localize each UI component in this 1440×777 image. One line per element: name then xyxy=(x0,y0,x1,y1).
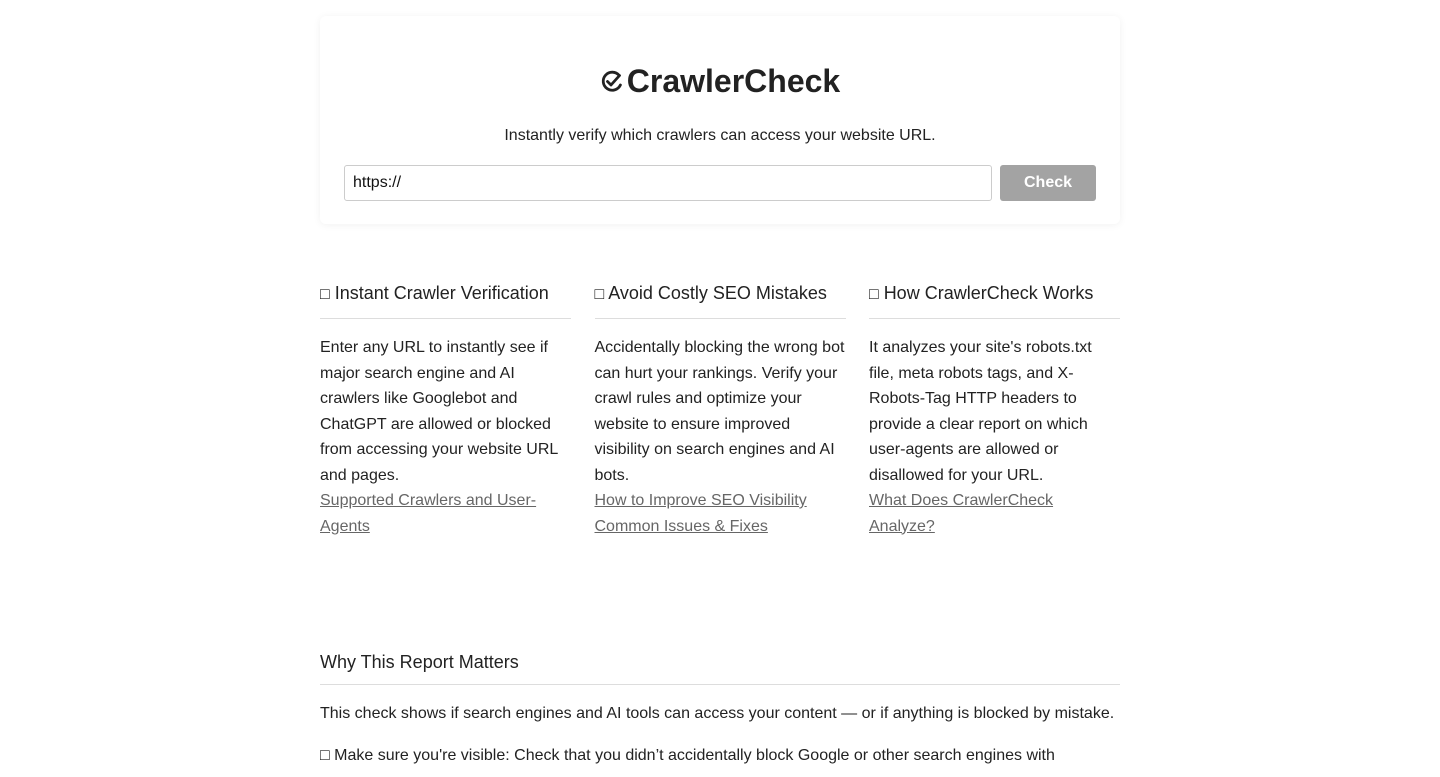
why-section xyxy=(320,650,1120,768)
feature-instant-verification xyxy=(320,281,571,539)
why-intro: This check shows if search engines and AI tools can access your content — or if anything is blocked by mistake. xyxy=(320,705,1115,722)
url-input[interactable] xyxy=(344,165,992,201)
supported-crawlers-link[interactable]: Supported Crawlers and User-Agents xyxy=(320,492,537,535)
feature-title: □ Instant Crawler Verification xyxy=(320,281,571,319)
check-circle-icon xyxy=(600,69,624,93)
features-section xyxy=(320,281,1120,539)
square-icon: □ xyxy=(594,286,605,303)
page-container xyxy=(320,16,1120,764)
feature-avoid-seo-mistakes xyxy=(595,281,846,539)
check-button[interactable]: Check xyxy=(1000,165,1096,201)
why-point: □ Make sure you're visible: Check that you didn’t accidentally block Google or other search engines with xyxy=(320,747,1055,764)
feature-text: Accidentally blocking the wrong bot can hurt your rankings. Verify your crawl rules and optimize your website to ensure improved visibility on search engines and AI bots. xyxy=(594,339,845,484)
why-title: Why This Report Matters xyxy=(320,650,1120,685)
brand-name: CrawlerCheck xyxy=(626,63,841,99)
checker-card xyxy=(320,16,1120,224)
feature-how-it-works xyxy=(869,281,1120,539)
square-icon: □ xyxy=(320,747,330,764)
square-icon: □ xyxy=(320,286,330,303)
feature-text: Enter any URL to instantly see if major search engine and AI crawlers like Googlebot and ChatGPT are allowed or blocked from accessing your website URL and pages. xyxy=(320,339,558,484)
feature-text: It analyzes your site's robots.txt file, meta robots tags, and X-Robots-Tag HTTP headers to provide a clear report on which user-agents are allowed or disallowed for your URL. xyxy=(869,339,1092,484)
feature-title: □ How CrawlerCheck Works xyxy=(869,281,1120,319)
what-does-analyze-link[interactable]: What Does CrawlerCheck Analyze? xyxy=(869,492,1054,535)
brand xyxy=(320,62,1120,100)
square-icon: □ xyxy=(869,286,879,303)
feature-title: □ Avoid Costly SEO Mistakes xyxy=(595,281,846,319)
improve-seo-visibility-link[interactable]: How to Improve SEO Visibility xyxy=(594,492,807,509)
common-issues-link[interactable]: Common Issues & Fixes xyxy=(594,517,768,535)
tagline: Instantly verify which crawlers can access your website URL. xyxy=(504,127,936,144)
